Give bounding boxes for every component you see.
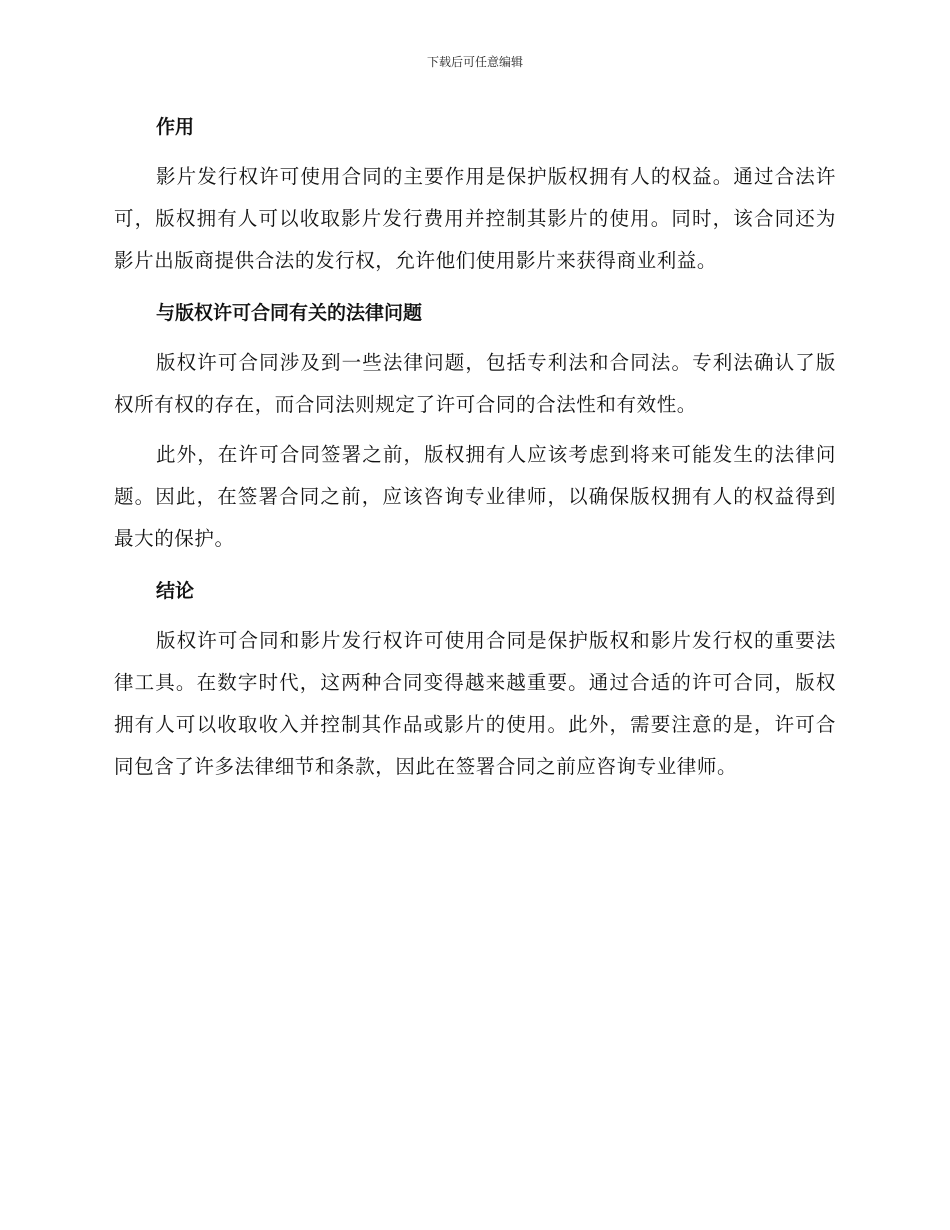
document-body xyxy=(114,106,836,788)
paragraph-legal-issues-1: 版权许可合同涉及到一些法律问题，包括专利法和合同法。专利法确认了版权所有权的存在，而合同法则规定了许可合同的合法性和有效性。 xyxy=(114,351,836,416)
paragraph-legal-issues-2: 此外，在许可合同签署之前，版权拥有人应该考虑到将来可能发生的法律问题。因此，在签署合同之前，应该咨询专业律师，以确保版权拥有人的权益得到最大的保护。 xyxy=(114,443,836,550)
section-heading-legal-issues: 与版权许可合同有关的法律问题 xyxy=(156,302,423,324)
paragraph-conclusion: 版权许可合同和影片发行权许可使用合同是保护版权和影片发行权的重要法律工具。在数字时代，这两种合同变得越来越重要。通过合适的许可合同，版权拥有人可以收取收入并控制其作品或影片的使用。此外，需要注意的是，许可合同包含了许多法律细节和条款，因此在签署合同之前应咨询专业律师。 xyxy=(114,629,836,778)
page-header: 下载后可任意编辑 xyxy=(426,55,523,69)
section-heading-role: 作用 xyxy=(156,116,195,138)
section-heading-conclusion: 结论 xyxy=(156,580,195,602)
paragraph-role: 影片发行权许可使用合同的主要作用是保护版权拥有人的权益。通过合法许可，版权拥有人可以收取影片发行费用并控制其影片的使用。同时，该合同还为影片出版商提供合法的发行权，允许他们使用影片来获得商业利益。 xyxy=(114,165,836,272)
